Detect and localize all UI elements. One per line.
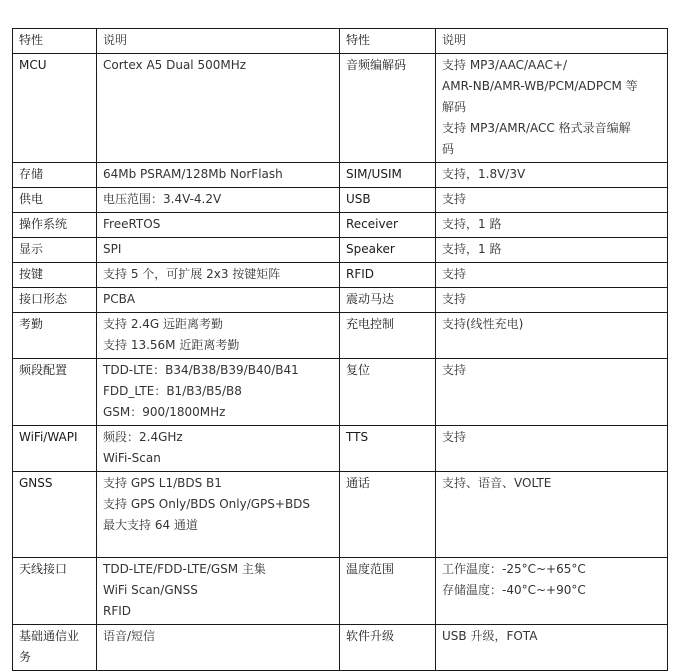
feature-description-cell <box>436 472 668 558</box>
description-line: 支持 <box>442 267 467 281</box>
description-line: 支持 GPS L1/BDS B1 <box>103 476 222 490</box>
description-line: 支持、语音、VOLTE <box>442 476 552 490</box>
header-feature-2: 特性 <box>340 29 436 54</box>
feature-description-cell <box>97 313 340 359</box>
feature-name-cell: 考勤 <box>13 313 97 359</box>
feature-description-cell <box>436 359 668 426</box>
feature-name-cell: 通话 <box>340 472 436 558</box>
description-line: TDD-LTE：B34/B38/B39/B40/B41 <box>103 363 299 377</box>
feature-name-cell: 温度范围 <box>340 558 436 625</box>
feature-name-cell: 按键 <box>13 263 97 288</box>
description-line: 支持 <box>442 363 467 377</box>
description-line: 支持 <box>442 430 467 444</box>
feature-description-cell <box>97 472 340 558</box>
feature-name-cell: 音频编解码 <box>340 54 436 163</box>
description-line: 支持 <box>442 192 467 206</box>
feature-description-cell <box>436 213 668 238</box>
table-row <box>13 313 668 359</box>
table-row <box>13 163 668 188</box>
description-line: Cortex A5 Dual 500MHz <box>103 58 247 72</box>
table-row <box>13 426 668 472</box>
feature-description-cell <box>97 54 340 163</box>
table-row <box>13 238 668 263</box>
description-line: 支持(线性充电) <box>442 317 524 331</box>
feature-description-cell <box>97 426 340 472</box>
description-line: 工作温度：-25°C~+65°C <box>442 562 586 576</box>
feature-name-cell: SIM/USIM <box>340 163 436 188</box>
feature-description-cell <box>436 163 668 188</box>
feature-name-cell: 复位 <box>340 359 436 426</box>
feature-name-cell: USB <box>340 188 436 213</box>
description-line: TDD-LTE/FDD-LTE/GSM 主集 <box>103 562 266 576</box>
header-description-2: 说明 <box>436 29 668 54</box>
spec-table <box>12 28 668 671</box>
description-line: FDD_LTE：B1/B3/B5/B8 <box>103 384 242 398</box>
description-line: GSM：900/1800MHz <box>103 405 226 419</box>
description-line: 支持 MP3/AMR/ACC 格式录音编解 <box>442 121 631 135</box>
table-row <box>13 472 668 558</box>
description-line: 解码 <box>442 100 467 114</box>
feature-name-cell: 基础通信业务 <box>13 625 97 671</box>
description-line: 码 <box>442 142 455 156</box>
description-line: 存储温度：-40°C~+90°C <box>442 583 586 597</box>
description-line: 支持 <box>442 292 467 306</box>
feature-name-cell: RFID <box>340 263 436 288</box>
feature-name-cell: 操作系统 <box>13 213 97 238</box>
feature-name-cell: 震动马达 <box>340 288 436 313</box>
description-line: WiFi Scan/GNSS <box>103 583 198 597</box>
header-feature-1: 特性 <box>13 29 97 54</box>
description-line: PCBA <box>103 292 136 306</box>
description-line: 支持 MP3/AAC/AAC+/ <box>442 58 568 72</box>
description-line: 支持，1.8V/3V <box>442 167 526 181</box>
description-line: AMR-NB/AMR-WB/PCM/ADPCM 等 <box>442 79 638 93</box>
description-line: 支持 GPS Only/BDS Only/GPS+BDS <box>103 497 311 511</box>
feature-name-cell: 软件升级 <box>340 625 436 671</box>
feature-name-cell: GNSS <box>13 472 97 558</box>
feature-name-cell: MCU <box>13 54 97 163</box>
feature-description-cell <box>97 625 340 671</box>
feature-description-cell <box>97 188 340 213</box>
description-line: 频段：2.4GHz <box>103 430 183 444</box>
feature-name-cell: 供电 <box>13 188 97 213</box>
feature-description-cell <box>436 54 668 163</box>
feature-name-cell: 天线接口 <box>13 558 97 625</box>
table-row <box>13 54 668 163</box>
description-line: 电压范围：3.4V-4.2V <box>103 192 222 206</box>
feature-description-cell <box>97 213 340 238</box>
feature-name-cell: 存储 <box>13 163 97 188</box>
table-row <box>13 625 668 671</box>
description-line: 支持 13.56M 近距离考勤 <box>103 338 240 352</box>
feature-description-cell <box>436 313 668 359</box>
description-line: 64Mb PSRAM/128Mb NorFlash <box>103 167 283 181</box>
feature-description-cell <box>436 188 668 213</box>
feature-name-cell: WiFi/WAPI <box>13 426 97 472</box>
feature-description-cell <box>436 426 668 472</box>
feature-description-cell <box>436 625 668 671</box>
description-line: 语音/短信 <box>103 629 156 643</box>
description-line: 最大支持 64 通道 <box>103 518 198 532</box>
feature-name-cell: Speaker <box>340 238 436 263</box>
feature-description-cell <box>97 288 340 313</box>
feature-name-cell: TTS <box>340 426 436 472</box>
description-line: USB 升级，FOTA <box>442 629 538 643</box>
description-line: SPI <box>103 242 122 256</box>
description-line: RFID <box>103 604 132 618</box>
feature-description-cell <box>436 558 668 625</box>
feature-description-cell <box>97 163 340 188</box>
feature-description-cell <box>436 238 668 263</box>
feature-name-cell: 接口形态 <box>13 288 97 313</box>
feature-description-cell <box>436 263 668 288</box>
header-row <box>13 29 668 54</box>
description-line: 支持，1 路 <box>442 242 502 256</box>
feature-description-cell <box>97 359 340 426</box>
feature-name-cell: 频段配置 <box>13 359 97 426</box>
feature-description-cell <box>97 558 340 625</box>
feature-description-cell <box>97 263 340 288</box>
table-row <box>13 263 668 288</box>
table-row <box>13 188 668 213</box>
feature-description-cell <box>97 238 340 263</box>
table-row <box>13 359 668 426</box>
table-row <box>13 213 668 238</box>
description-line: FreeRTOS <box>103 217 161 231</box>
feature-name-cell: 显示 <box>13 238 97 263</box>
header-description-1: 说明 <box>97 29 340 54</box>
feature-description-cell <box>436 288 668 313</box>
description-line: 支持，1 路 <box>442 217 502 231</box>
table-row <box>13 288 668 313</box>
feature-name-cell: Receiver <box>340 213 436 238</box>
description-line: 支持 5 个，可扩展 2x3 按键矩阵 <box>103 267 281 281</box>
description-line: WiFi-Scan <box>103 451 161 465</box>
feature-name-cell: 充电控制 <box>340 313 436 359</box>
table-row <box>13 558 668 625</box>
description-line: 支持 2.4G 远距离考勤 <box>103 317 224 331</box>
